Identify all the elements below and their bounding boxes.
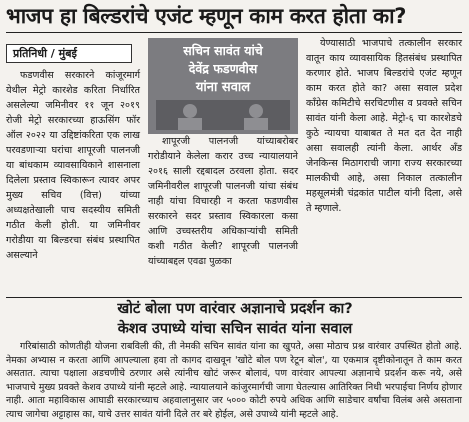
column-2-text: शापूरजी पालनजी यांच्याबरोबर गरोडीयाने केलेला करार उच्च न्यायालयाने २०१६ साली रद्दबादल ठरवला होता. सदर जमिनीवरील शापूरजी पालनजी यांचा संबंध नाही यांचा विचारही न करता फडणवीस सरकारने सदर प्रस्ताव स्विकारला कसा आणि उच्चस्तरीय अधिकाऱ्यांची समिती कशी गठीत केली? शापूरजी पालनजी यांच्याबद्दल एवढा पुळका [148,136,298,267]
bottom-article-text: गरिबांसाठी कोणतीही योजना राबविली की, ती नेमकी सचिन सावंत यांना का खुपते, असा मोठाच प्रश्न वारंवार उपस्थित होतो आहे. नेमका अभ्यास न करता आणि आपल्याला हवा तो कागद दाखवून 'खोटे बोल पण रेटून बोल', या एकमात्र दृष्टीकोनातून ते काम करत असतात. त्याचा पक्षाला अडचणीचे ठरणार असे त्यांनीच खोटं जरूर बोलावं, पण वारंवार आपल्या अज्ञानाचे प्रदर्शन करू नये, असे भाजपाचे मुख्य प्रवक्ते केशव उपाध्ये यांनी म्हटले आहे. न्यायालयाने कांजुरमार्गची जागा घेतल्यास आतिरिक्त निधी भरपाईचा निर्णय होणार नाही. आता महाविकास आघाडी सरकारच्याच अहवालानुसार जर ५००० कोटी रुपये अधिक आणि साडेचार वर्षांचा विलंब असे असताना त्याच जागेचा अट्टाहास का, याचे उत्तर सावंत यांनी दिले तर बरे होईल, असे उपाध्ये यांनी म्हटले आहे. [6,341,462,420]
photo-figures-icon [156,100,290,130]
second-subheadline: केशव उपाध्ये यांचा सचिन सावंत यांना सवाल [117,321,353,337]
article-column-1 [6,68,140,263]
highlight-line-2: देवेंद्र फडणवीस [188,61,258,76]
article-column-3 [306,36,462,216]
section-rule [6,297,462,298]
headline-rule [6,32,462,33]
column-3-text: येण्यासाठी भाजपाचे तत्कालीन सरकार वातून काय व्यावसायिक हितसंबंध प्रस्थापित करणार होते. भाजप बिल्डरांचे एजंट म्हणून काम करत होते का? असा सवाल प्रदेश काँग्रेस कमिटीचे सरचिटणीस व प्रवक्ते सचिन सावंत यांनी केला आहे. मेट्रो-६ चा कारशेडचे कुठे न्यायचा याबाबत ते मत दत देत नाही असा सवालही त्यांनी केला. आर्थर अँड जेनकिन्स मिठागराची जागा राज्य सरकारच्या मालकीची आहे, असा निकाल तत्कालीन महसूलमंत्री चंद्रकांत पाटील यांनी दिला, असे ते म्हणाले. [306,38,462,214]
bottom-article [6,340,462,422]
portrait-photo-strip [156,100,290,130]
byline-box: प्रतिनिधी / मुंबई [6,44,132,63]
highlight-line-3: यांना सवाल [195,80,251,95]
article-column-2 [148,134,298,269]
highlight-box [148,38,298,134]
column-1-text: फडणवीस सरकारने कांजूरमार्ग येथील मेट्रो कारशेड करिता निर्धारित असलेल्या जमिनीवर ११ जून २०१९ रोजी मेट्रो सरकारच्या हाऊसिंग फॉर ऑल २०२२ या उद्दिष्टांकरिता एक लाख परवडणाऱ्या घरांचा शापूरजी पालनजी या बांधकाम व्यावसायिकाने शासनाला दिलेला प्रस्ताव स्विकारून त्यावर अपर मुख्य सचिव (वित्त) यांच्या अध्यक्षतेखाली पाच सदस्यीय समिती गठीत केली होती. या जमिनीवर गरोडीया या बिल्डरचा संबंध प्रस्थापित असल्याने [6,70,140,261]
main-headline: भाजप हा बिल्डरांचे एजंट म्हणून काम करत होता का? [6,4,407,28]
second-headline: खोटं बोला पण वारंवार अज्ञानाचे प्रदर्शन का? [117,301,353,317]
highlight-line-1: सचिन सावंत यांचे [183,43,263,58]
